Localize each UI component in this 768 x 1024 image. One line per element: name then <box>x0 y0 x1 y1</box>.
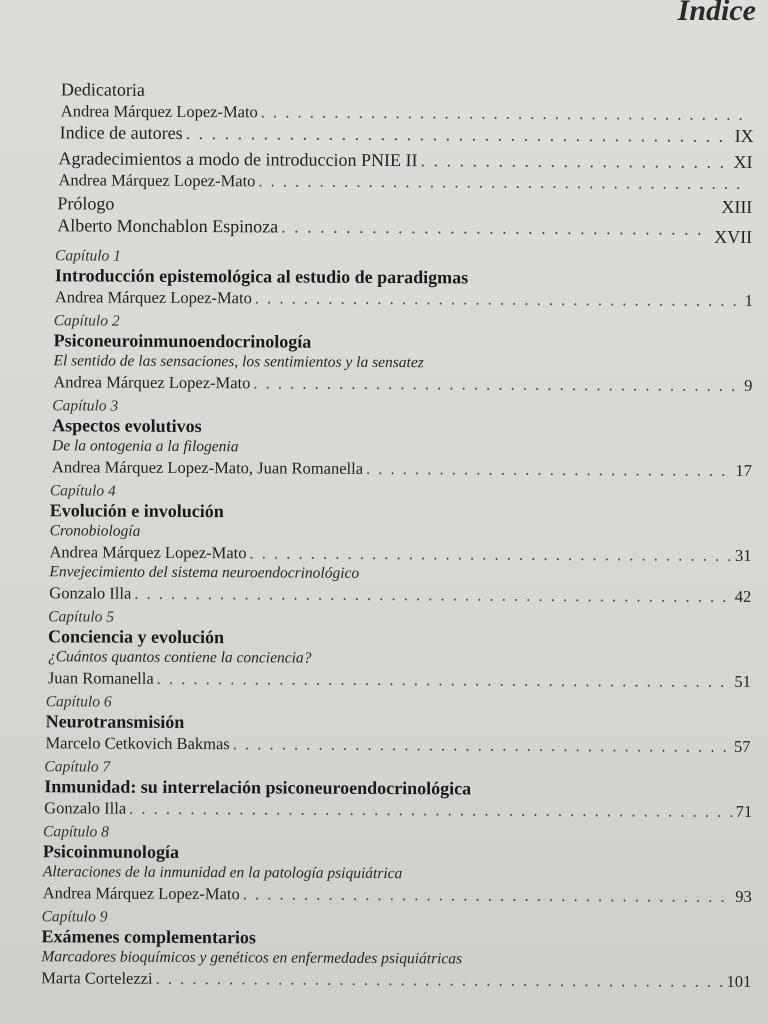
entry-author: Marcelo Cetkovich Bakmas <box>45 733 230 754</box>
entry-page: 71 <box>735 801 753 821</box>
chapter-entry-9 <box>0 907 764 992</box>
leader-dots <box>261 101 751 125</box>
chapter-title: Conciencia y evolución <box>48 626 225 648</box>
chapter-subtitle: Envejecimiento del sistema neuroendocrinológico <box>49 563 360 582</box>
toc-entry-prologo <box>0 192 767 247</box>
entry-page: 9 <box>744 375 753 395</box>
entry-author: Andrea Márquez Lopez-Mato <box>42 883 240 904</box>
entry-page: IX <box>734 125 754 146</box>
chapter-subtitle: ¿Cuántos quantos contiene la conciencia? <box>47 648 312 667</box>
entry-author: Andrea Márquez Lopez-Mato <box>54 287 252 308</box>
entry-page: XI <box>733 151 753 172</box>
entry-author: Marta Cortelezzi <box>41 968 153 988</box>
chapter-entry-8 <box>0 822 764 907</box>
entry-page: XIII <box>721 196 753 217</box>
entry-page: 93 <box>735 886 752 906</box>
chapter-entry-6 <box>0 692 765 757</box>
chapter-subtitle: El sentido de las sensaciones, los sentimientos y la sensatez <box>53 352 424 372</box>
entry-page: 31 <box>734 545 752 565</box>
leader-dots <box>134 583 732 607</box>
chapter-entry-2 <box>0 311 767 396</box>
leader-dots <box>243 883 733 907</box>
entry-line <box>53 371 752 396</box>
leader-dots <box>233 733 731 757</box>
entry-page: 51 <box>734 671 751 691</box>
page-title: Indice <box>677 0 756 27</box>
chapter-label: Capítulo 6 <box>45 693 112 711</box>
chapter-title: Evolución e involución <box>49 500 224 522</box>
leader-dots <box>253 372 741 396</box>
entry-line <box>58 169 752 194</box>
chapter-title: Exámenes complementarios <box>41 926 257 948</box>
chapter-title: Introducción epistemológica al estudio de paradigmas <box>54 265 469 288</box>
entry-title: Prólogo <box>57 193 115 214</box>
chapter-subtitle: Marcadores bioquímicos y genéticos en enfermedades psiquiátricas <box>41 948 463 968</box>
chapter-label: Capítulo 1 <box>55 247 122 265</box>
chapter-title: Aspectos evolutivos <box>52 415 202 437</box>
entry-author: Andrea Márquez Lopez-Mato <box>58 170 256 191</box>
entry-author: Juan Romanella <box>47 668 154 688</box>
entry-author: Andrea Márquez Lopez-Mato, Juan Romanella <box>51 457 364 478</box>
entry-page: 101 <box>726 971 752 991</box>
entry-author: Gonzalo Illa <box>44 798 127 818</box>
chapter-entry-7 <box>0 757 764 822</box>
entry-author: Alberto Monchablon Espinoza <box>57 215 279 237</box>
chapter-title: Neurotransmisión <box>45 711 185 732</box>
chapter-entry-1 <box>0 246 767 311</box>
entry-line <box>48 667 751 692</box>
chapter-label: Capítulo 5 <box>48 608 115 626</box>
entry-line <box>41 967 751 992</box>
chapter-title: Psiconeuroinmunoendocrinología <box>53 330 312 352</box>
chapter-label: Capítulo 8 <box>43 823 109 841</box>
toc-entry-dedicatoria <box>0 78 768 125</box>
entry-line <box>45 732 750 757</box>
entry-line <box>55 286 753 311</box>
leader-dots <box>366 458 733 481</box>
toc-entry-agradecimientos <box>0 147 768 194</box>
toc-entry-indice-autores <box>0 121 768 147</box>
chapter-title: Psicoinmunología <box>42 841 180 862</box>
chapter-label: Capítulo 4 <box>49 482 116 500</box>
leader-dots <box>186 122 732 147</box>
leader-dots <box>129 798 733 822</box>
entry-page: 57 <box>733 736 751 756</box>
entry-author: Gonzalo Illa <box>49 583 132 603</box>
leader-dots <box>281 215 711 239</box>
leader-dots <box>156 968 724 992</box>
chapter-entry-3 <box>0 396 766 481</box>
leader-dots <box>258 170 749 194</box>
chapter-label: Capítulo 7 <box>44 758 111 776</box>
table-of-contents <box>0 78 768 996</box>
entry-page: 17 <box>735 460 753 480</box>
leader-dots <box>249 542 732 566</box>
chapter-entry-5 <box>0 607 765 692</box>
entry-author: Andrea Márquez Lopez-Mato <box>53 372 251 393</box>
entry-title: Dedicatoria <box>60 79 145 100</box>
chapter-subtitle: Cronobiología <box>49 522 141 540</box>
leader-dots <box>420 149 730 173</box>
chapter-label: Capítulo 3 <box>52 397 119 415</box>
entry-line <box>44 797 752 822</box>
chapter-subtitle: Alteraciones de la inmunidad en la patología psiquiátrica <box>42 863 403 883</box>
chapter-label: Capítulo 2 <box>53 312 120 330</box>
leader-dots <box>157 668 732 692</box>
chapter-list <box>0 246 767 992</box>
entry-line <box>49 582 751 607</box>
entry-page: 42 <box>734 586 752 606</box>
entry-author: Andrea Márquez Lopez-Mato <box>60 101 258 122</box>
entry-line <box>60 121 754 147</box>
entry-page: 1 <box>744 290 753 310</box>
leader-dots <box>255 287 742 311</box>
chapter-entry-4 <box>0 481 766 607</box>
entry-title: Indice de autores <box>59 122 183 143</box>
chapter-subtitle: De la ontogenia a la filogenia <box>52 437 239 456</box>
chapter-label: Capítulo 9 <box>41 908 108 926</box>
entry-line <box>57 214 753 247</box>
entry-line <box>43 882 752 907</box>
entry-title: Agradecimientos a modo de introduccion PNIE II <box>58 148 418 171</box>
entry-line <box>52 456 752 481</box>
entry-page: XVII <box>714 226 753 247</box>
entry-author: Andrea Márquez Lopez-Mato <box>49 542 247 563</box>
chapter-title: Inmunidad: su interrelación psiconeuroendocrinológica <box>44 776 472 799</box>
